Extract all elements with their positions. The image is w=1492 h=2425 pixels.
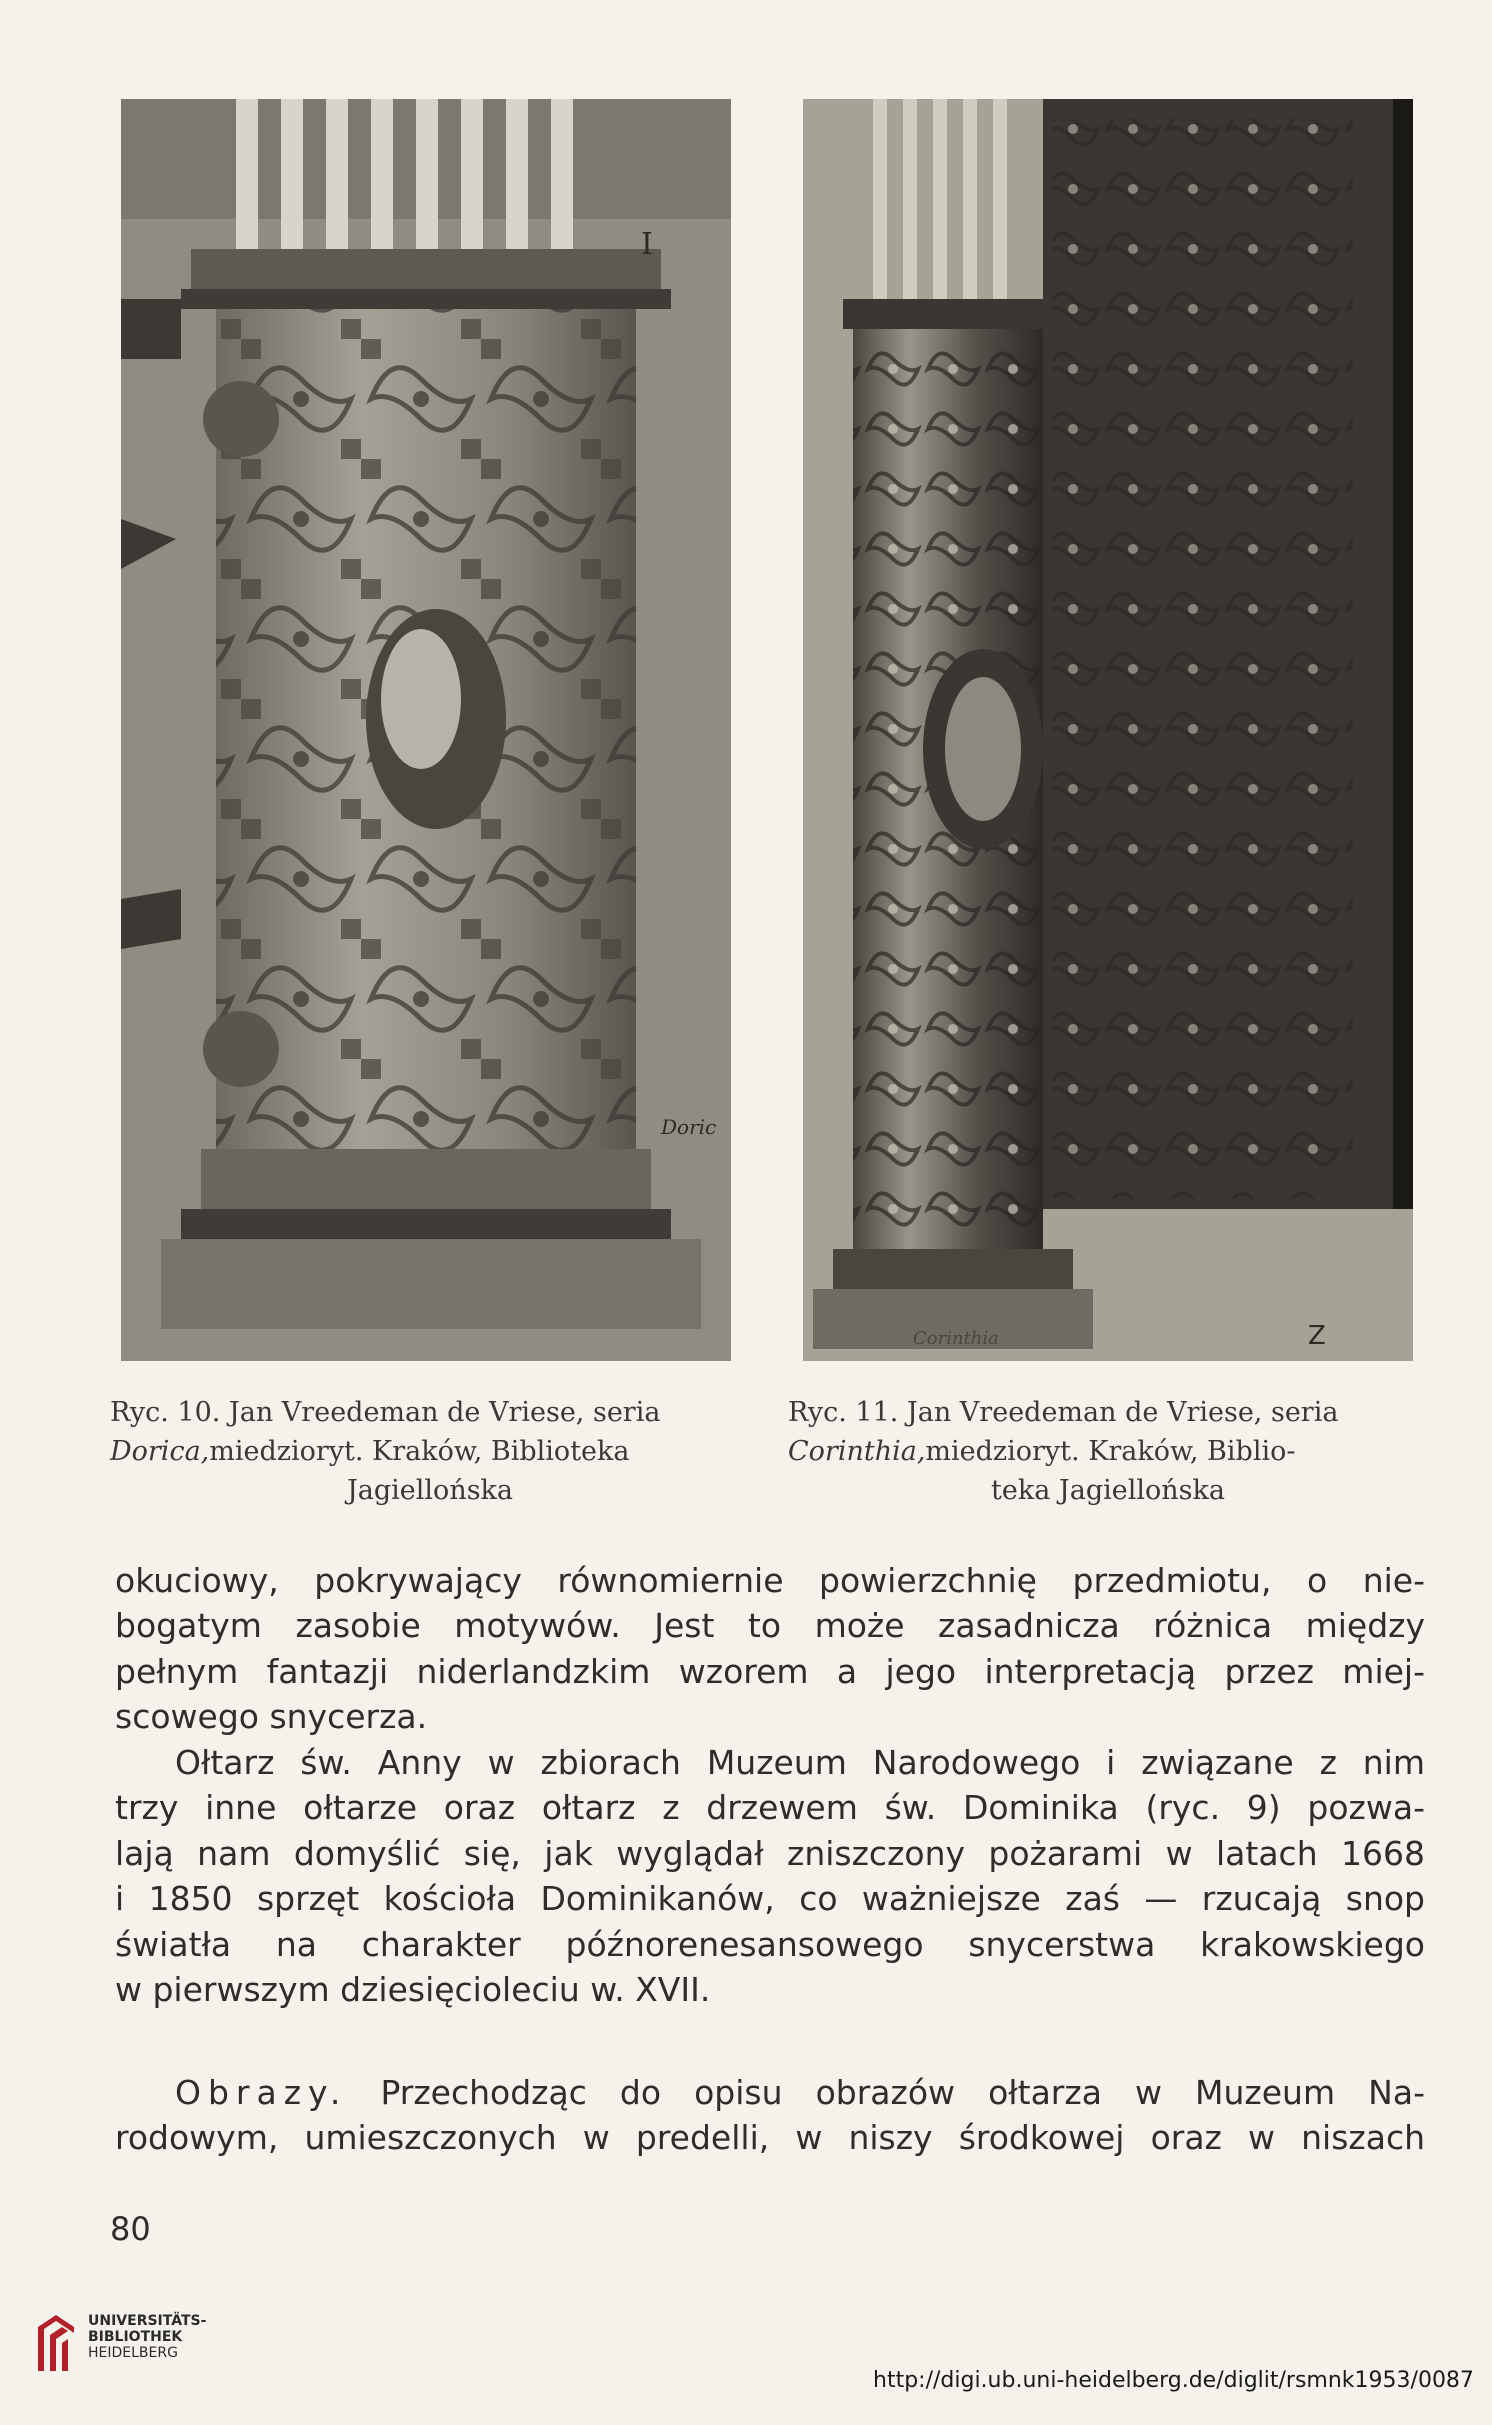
text-line: Ołtarz św. Anny w zbiorach Muzeum Narodowego i związane z nim bbox=[175, 1743, 1425, 1782]
text-line: trzy inne ołtarze oraz ołtarz z drzewem św. Dominika (ryc. 9) pozwa- bbox=[115, 1788, 1425, 1828]
page-number: 80 bbox=[110, 2210, 151, 2248]
plate-signature-right: Corinthia bbox=[913, 1328, 999, 1349]
text-line: w pierwszym dziesięcioleciu w. XVII. bbox=[115, 1969, 711, 2009]
library-mark-icon bbox=[34, 2313, 78, 2373]
plate-signature-left: Doric bbox=[661, 1115, 717, 1139]
paragraph-3 bbox=[115, 2070, 1425, 2161]
text-line: okuciowy, pokrywający równomiernie powierzchnię przedmiotu, o nie- bbox=[115, 1561, 1425, 1600]
corinthia-column-image bbox=[803, 99, 1413, 1361]
caption-11-line-1 bbox=[788, 1393, 1428, 1432]
figure-11-caption bbox=[788, 1393, 1428, 1510]
caption-10-text-2: miedzioryt. Kraków, Biblioteka bbox=[209, 1436, 630, 1467]
caption-11-text-2: miedzioryt. Kraków, Biblio- bbox=[925, 1436, 1296, 1467]
text-line: i 1850 sprzęt kościoła Dominikanów, co ważniejsze zaś — rzucają snop bbox=[115, 1879, 1425, 1919]
source-url-link[interactable]: http://digi.ub.uni-heidelberg.de/diglit/rsmnk1953/0087 bbox=[873, 2368, 1474, 2393]
text-line-rest: Przechodząc do opisu obrazów ołtarza w Muzeum Na- bbox=[380, 2073, 1425, 2112]
figure-11-engraving bbox=[803, 99, 1413, 1361]
text-line: scowego snycerza. bbox=[115, 1697, 428, 1737]
text-line: lają nam domyślić się, jak wyglądał zniszczony pożarami w latach 1668 bbox=[115, 1833, 1425, 1873]
library-name-line-1: UNIVERSITÄTS- bbox=[88, 2313, 207, 2329]
caption-10-text-1: Ryc. 10. Jan Vreedeman de Vriese, seria bbox=[110, 1397, 661, 1428]
text-line: światła na charakter późnorenesansowego snycerstwa krakowskiego bbox=[115, 1924, 1425, 1964]
library-name bbox=[88, 2313, 206, 2361]
text-line: pełnym fantazji niderlandzkim wzorem a jego interpretacją przez miej- bbox=[115, 1651, 1425, 1691]
section-heading-obrazy: Obrazy. bbox=[175, 2073, 348, 2112]
heidelberg-library-logo[interactable] bbox=[34, 2313, 234, 2403]
caption-11-line-3: teka Jagiellońska bbox=[991, 1475, 1225, 1506]
text-line: rodowym, umieszczonych w predelli, w niszy środkowej oraz w niszach bbox=[115, 2118, 1425, 2158]
figure-10-caption bbox=[110, 1393, 750, 1510]
caption-10-series: Dorica, bbox=[110, 1436, 210, 1467]
library-name-line-3: HEIDELBERG bbox=[88, 2345, 178, 2361]
paragraph-2 bbox=[115, 1740, 1425, 2012]
caption-10-line-3: Jagiellońska bbox=[346, 1475, 514, 1506]
library-name-line-2: BIBLIOTHEK bbox=[88, 2329, 183, 2345]
plate-mark-right: Z bbox=[1308, 1321, 1326, 1351]
caption-11-line-2 bbox=[788, 1432, 1428, 1471]
caption-10-line-2 bbox=[110, 1432, 750, 1471]
text-line: bogatym zasobie motywów. Jest to może zasadnicza różnica między bbox=[115, 1606, 1425, 1646]
figure-10-engraving bbox=[121, 99, 731, 1361]
text-line bbox=[115, 2070, 1425, 2115]
plate-mark-left: I bbox=[641, 227, 653, 262]
caption-11-text-1: Ryc. 11. Jan Vreedeman de Vriese, seria bbox=[788, 1397, 1339, 1428]
paragraph-1 bbox=[115, 1558, 1425, 1740]
caption-11-series: Corinthia, bbox=[788, 1436, 926, 1467]
caption-10-line-1 bbox=[110, 1393, 750, 1432]
dorica-column-image bbox=[121, 99, 731, 1361]
